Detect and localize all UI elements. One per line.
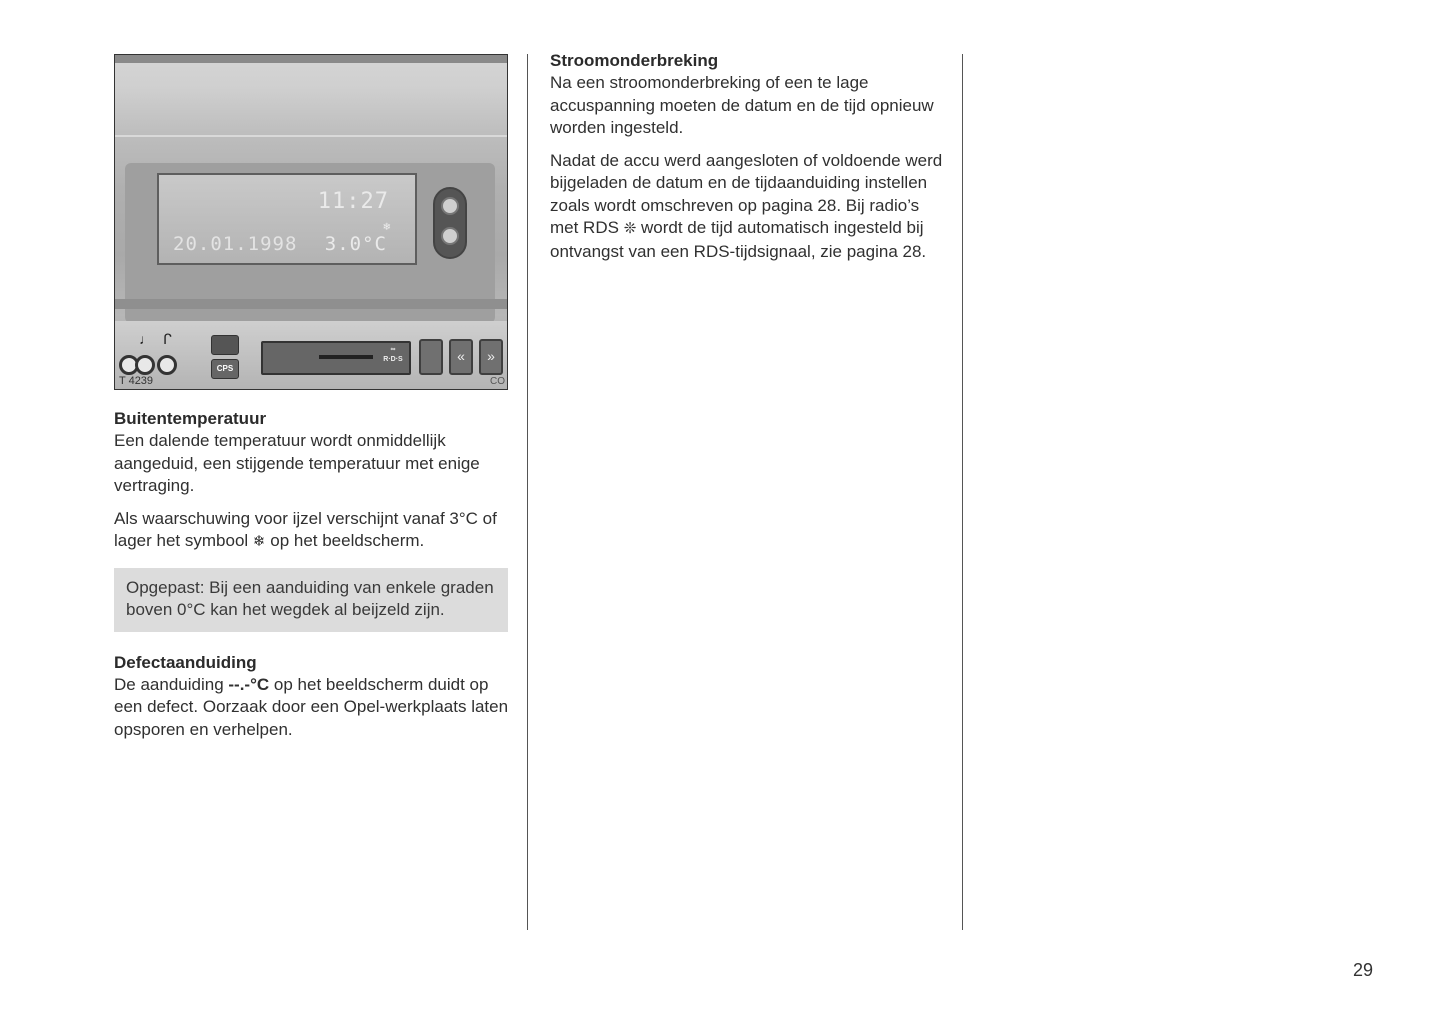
radio-knob xyxy=(135,355,155,375)
rds-logo: ∞ R·D·S xyxy=(383,346,403,363)
snowflake-icon: ❄ xyxy=(252,533,266,550)
warning-note-box xyxy=(114,568,508,632)
page-number: 29 xyxy=(1353,960,1374,980)
radio-button xyxy=(419,339,443,375)
paragraph: De aanduiding --.-°C op het beeldscherm duidt op een defect. Oorzaak door een Opel-werkplaats laten opsporen en verhelpen. xyxy=(114,674,509,739)
section-defectaanduiding xyxy=(114,652,510,742)
lcd-temperature: 3.0°C xyxy=(324,233,387,255)
right-column xyxy=(550,50,950,263)
paragraph: Na een stroomonderbreking of een te lage accuspanning moeten de datum en de tijd opnieuw worden ingesteld. xyxy=(550,73,934,137)
cps-button: CPS xyxy=(211,359,239,379)
heading-stroomonderbreking: Stroomonderbreking xyxy=(550,51,719,70)
cassette-slot xyxy=(261,341,411,375)
heading-defectaanduiding: Defectaanduiding xyxy=(114,652,257,672)
lcd-time: 11:27 xyxy=(317,189,389,214)
dashboard-display-photo xyxy=(114,54,508,390)
lcd-date: 20.01.1998 xyxy=(173,233,298,255)
display-button-upper xyxy=(441,197,459,215)
warning-note-text: Opgepast: Bij een aanduiding van enkele graden boven 0°C kan het wegdek al beijzeld zijn. xyxy=(126,577,494,619)
radio-knob xyxy=(157,355,177,375)
figure-label: T 4239 xyxy=(119,375,154,387)
left-column xyxy=(114,54,510,741)
info-display-screen xyxy=(157,173,417,265)
rds-symbol-icon: ❊ xyxy=(623,220,637,237)
display-button-lower xyxy=(441,227,459,245)
snowflake-icon: ❄ xyxy=(382,222,391,233)
heading-buitentemperatuur: Buitentemperatuur xyxy=(114,409,267,428)
defect-code: --.-°C xyxy=(228,674,270,694)
paragraph: Als waarschuwing voor ijzel verschijnt vanaf 3°C of lager het symbool ❄ op het beeldscherm. xyxy=(114,508,497,550)
column-divider-2 xyxy=(962,54,963,930)
paragraph: Een dalende temperatuur wordt onmiddellijk aangeduid, een stijgende temperatuur met enige vertraging. xyxy=(114,431,480,495)
column-divider-1 xyxy=(527,54,528,930)
paragraph: Nadat de accu werd aangesloten of voldoende werd bijgeladen de datum en de tijdaanduiding instellen zoals wordt omschreven op pagina 28. Bij radio’s met RDS ❊ wordt de tijd automatisch ingesteld bij ontvangst van een RDS-tijdsignaal, zie pagina 28. xyxy=(550,150,943,261)
figure-corner-label: CO xyxy=(490,376,505,387)
rewind-button: « xyxy=(449,339,473,375)
music-note-icon: ᒋ xyxy=(163,331,172,347)
section-buitentemperatuur xyxy=(114,408,510,554)
music-note-icon: ♩ xyxy=(139,331,153,347)
cps-buttons xyxy=(211,335,239,379)
forward-button: » xyxy=(479,339,503,375)
display-buttons xyxy=(433,187,467,259)
